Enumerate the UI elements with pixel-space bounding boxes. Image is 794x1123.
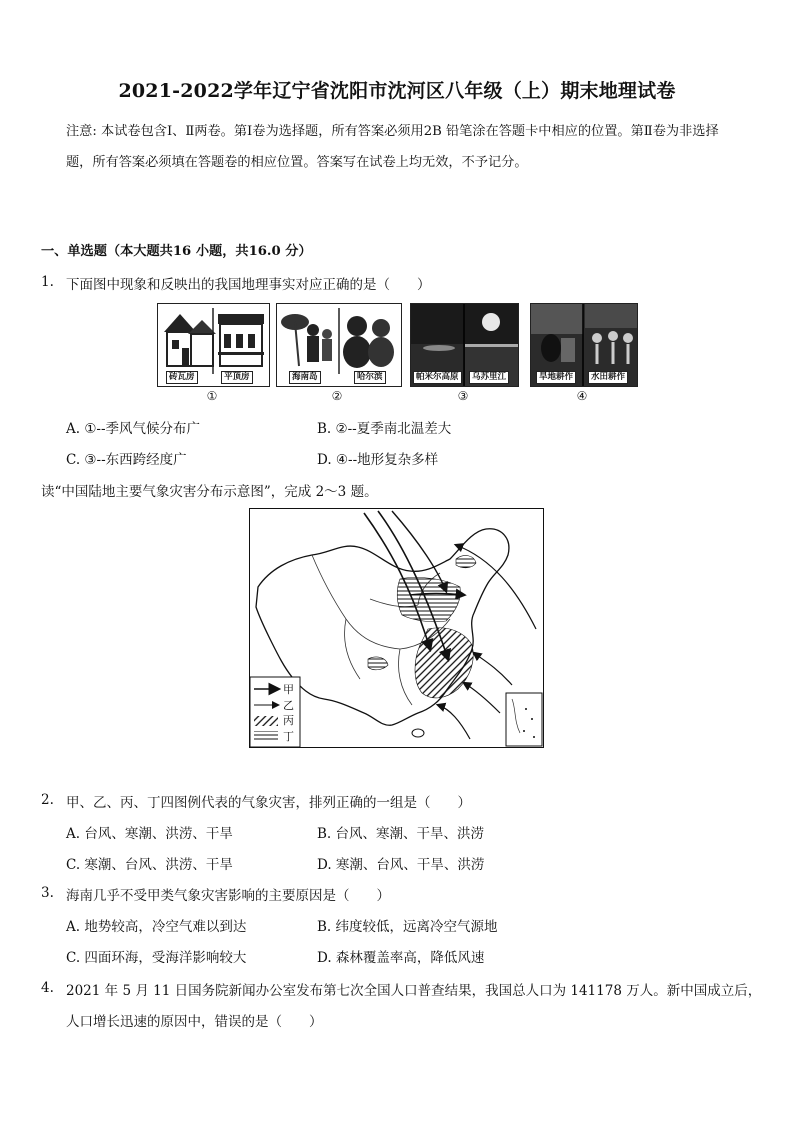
picture-marker-3: ③ (457, 389, 469, 403)
q3-option-c: C. 四面环海，受海洋影响较大 (66, 950, 247, 966)
q2-option-a: A. 台风、寒潮、洪涝、干旱 (66, 826, 233, 842)
caption-wusuli: 乌苏里江 (469, 371, 509, 384)
caption-dry-farming: 旱地耕作 (536, 371, 576, 384)
question-4-text-line-2: 人口增长迅速的原因中，错误的是（ ） (66, 1014, 323, 1030)
legend-ding: 丁 (283, 730, 294, 743)
q3-option-b: B. 纬度较低，远离冷空气源地 (317, 919, 498, 935)
picture-landscapes (410, 303, 519, 387)
picture-houses (157, 303, 270, 387)
question-3-text: 海南几乎不受甲类气象灾害影响的主要原因是（ ） (66, 888, 390, 904)
intro-questions-2-3: 读“中国陆地主要气象灾害分布示意图”，完成 2～3 题。 (41, 484, 378, 500)
q3-option-d: D. 森林覆盖率高，降低风速 (317, 950, 485, 966)
question-3-number: 3. (41, 885, 54, 901)
caption-paddy-farming: 水田耕作 (588, 371, 628, 384)
q1-option-a: A. ①--季风气候分布广 (66, 421, 201, 437)
question-4-text-line-1: 2021 年 5 月 11 日国务院新闻办公室发布第七次全国人口普查结果，我国总人口为 141178 万人。新中国成立后， (66, 983, 762, 999)
q1-option-c: C. ③--东西跨经度广 (66, 452, 187, 468)
notice-line-1: 注意: 本试卷包含Ⅰ、Ⅱ两卷。第Ⅰ卷为选择题，所有答案必须用2B 铅笔涂在答题卡中相应的位置。第Ⅱ卷为非选择 (66, 124, 719, 139)
picture-marker-2: ② (331, 389, 343, 403)
exam-notice (66, 116, 760, 178)
caption-hainan: 海南岛 (289, 371, 321, 384)
caption-pamir: 帕米尔高原 (413, 371, 462, 384)
q3-option-a: A. 地势较高，冷空气难以到达 (66, 919, 247, 935)
picture-people (276, 303, 402, 387)
caption-brick-house: 砖瓦房 (166, 371, 198, 384)
caption-flat-roof-house: 平顶房 (221, 371, 253, 384)
legend-bing: 丙 (283, 714, 294, 727)
page-title: 2021-2022学年辽宁省沈阳市沈河区八年级（上）期末地理试卷 (118, 80, 676, 102)
q2-option-d: D. 寒潮、台风、干旱、洪涝 (317, 857, 485, 873)
caption-harbin: 哈尔滨 (354, 371, 386, 384)
legend-jia: 甲 (283, 683, 294, 696)
q1-option-b: B. ②--夏季南北温差大 (317, 421, 452, 437)
legend-yi: 乙 (283, 699, 294, 712)
q1-option-d: D. ④--地形复杂多样 (317, 452, 439, 468)
notice-line-2: 题，所有答案必须填在答题卷的相应位置。答案写在试卷上均无效，不予记分。 (66, 155, 528, 170)
question-1-text: 下面图中现象和反映出的我国地理事实对应正确的是（ ） (66, 277, 431, 293)
picture-farming (530, 303, 638, 387)
question-2-number: 2. (41, 792, 54, 808)
picture-marker-1: ① (206, 389, 218, 403)
question-1-number: 1. (41, 274, 54, 290)
picture-marker-4: ④ (576, 389, 588, 403)
q2-option-c: C. 寒潮、台风、洪涝、干旱 (66, 857, 233, 873)
section-heading: 一、单选题（本大题共16 小题，共16.0 分） (41, 244, 312, 259)
q2-option-b: B. 台风、寒潮、干旱、洪涝 (317, 826, 485, 842)
question-2-text: 甲、乙、丙、丁四图例代表的气象灾害，排列正确的一组是（ ） (66, 795, 471, 811)
china-disaster-map (249, 508, 544, 748)
question-4-number: 4. (41, 980, 54, 996)
